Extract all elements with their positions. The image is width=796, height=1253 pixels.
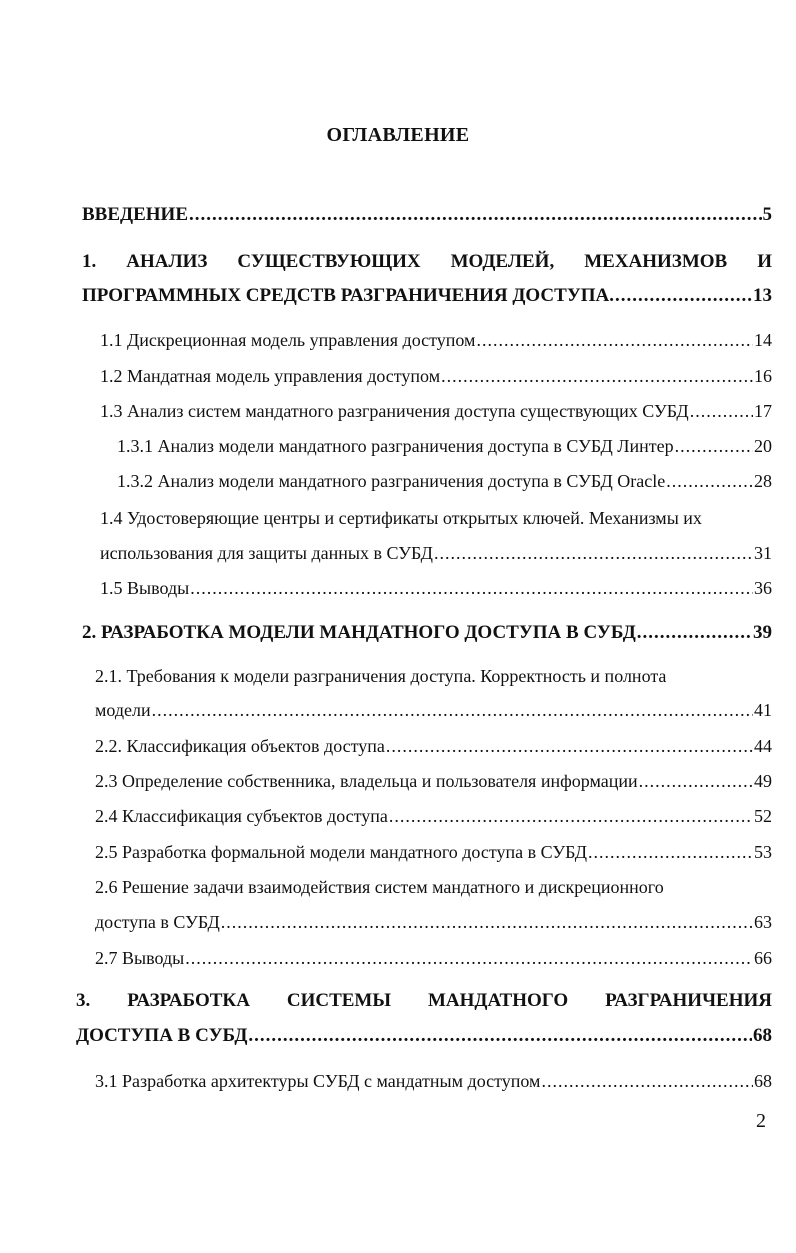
toc-entry-text: доступа в СУБД [95,912,220,932]
toc-page-number: 49 [754,771,772,791]
toc-entry-2-3[interactable] [95,768,772,794]
toc-entry-text: 1.3 Анализ систем мандатного разграничения доступа существующих СУБД [100,401,689,421]
toc-entry-chapter3-line2[interactable] [76,1023,772,1049]
toc-page-number: 53 [754,842,772,862]
toc-page-number: 31 [754,543,772,563]
toc-page-number: 63 [754,912,772,932]
toc-entry-2-6-line2[interactable] [95,909,772,935]
toc-entry-text: 1.3.1 Анализ модели мандатного разграничения доступа в СУБД Линтер [117,436,674,456]
leader-dots [639,768,753,794]
toc-entry-text: ПРОГРАММНЫХ СРЕДСТВ РАЗГРАНИЧЕНИЯ ДОСТУПА. [82,285,615,306]
toc-entry-2-6-line1[interactable] [95,874,772,900]
heading-word: МАНДАТНОГО [427,990,569,1011]
toc-entry-1-2[interactable] [100,363,772,389]
toc-page-number: 39 [753,622,772,643]
toc-entry-chapter1-line2[interactable] [82,283,772,309]
toc-entry-1-3[interactable] [100,398,772,424]
toc-entry-1-4-line2[interactable] [100,540,772,566]
toc-entry-1-5[interactable] [100,575,772,601]
toc-page-number: 20 [754,436,772,456]
toc-entry-text: 2.2. Классификация объектов доступа [95,736,385,756]
heading-word: АНАЛИЗ [126,251,208,272]
leader-dots [476,327,753,353]
toc-page-number: 13 [753,285,772,306]
toc-entry-2-4[interactable] [95,803,772,829]
leader-dots [386,733,753,759]
toc-entry-chapter1-line1[interactable] [82,249,772,275]
leader-dots [152,697,753,723]
heading-word: РАЗГРАНИЧЕНИЯ [605,990,772,1011]
leader-dots [248,1023,752,1049]
toc-entry-text: 1.1 Дискреционная модель управления доступом [100,330,476,350]
toc-entry-text: 2.6 Решение задачи взаимодействия систем мандатного и дискреционного [95,877,664,897]
toc-entry-text: 2.3 Определение собственника, владельца и пользователя информации [95,771,638,791]
toc-entry-text: 1.4 Удостоверяющие центры и сертификаты открытых ключей. Механизмы их [100,508,702,528]
chapter-number: 1. [82,251,97,272]
toc-entry-text: 1.3.2 Анализ модели мандатного разграничения доступа в СУБД Oracle [117,471,666,491]
toc-page-number: 44 [754,736,772,756]
heading-word: РАЗРАБОТКА [127,990,250,1011]
toc-entry-text: 2.7 Выводы [95,948,185,968]
leader-dots [541,1068,753,1094]
heading-word: СУЩЕСТВУЮЩИХ [237,251,421,272]
toc-page-number: 41 [754,700,772,720]
toc-page-number: 66 [754,948,772,968]
toc-entry-text: 1.5 Выводы [100,578,190,598]
toc-page-number: 16 [754,366,772,386]
toc-entry-text: 2.5 Разработка формальной модели мандатного доступа в СУБД [95,842,588,862]
toc-entry-1-3-1[interactable] [117,433,772,459]
toc-page-number: 36 [754,578,772,598]
toc-entry-text: ВВЕДЕНИЕ [82,204,188,225]
toc-page-number: 28 [754,471,772,491]
toc-entry-1-4-line1[interactable] [100,505,772,531]
toc-entry-text: использования для защиты данных в СУБД [100,543,433,563]
toc-entry-1-3-2[interactable] [117,468,772,494]
toc-entry-2-1-line2[interactable] [95,697,772,723]
toc-entry-1-1[interactable] [100,327,772,353]
leader-dots [434,540,753,566]
toc-entry-text: 3.1 Разработка архитектуры СУБД с мандатным доступом [95,1071,541,1091]
heading-word: МОДЕЛЕЙ, [450,251,555,272]
toc-entry-chapter3-line1[interactable] [76,988,772,1014]
toc-entry-intro[interactable] [82,202,772,228]
leader-dots [637,620,752,646]
leader-dots [185,945,753,971]
heading-word: СИСТЕМЫ [286,990,392,1011]
toc-entry-2-2[interactable] [95,733,772,759]
page-title: ОГЛАВЛЕНИЕ [326,124,470,146]
toc-entry-text: ДОСТУПА В СУБД [76,1025,248,1046]
toc-page-number: 17 [754,401,772,421]
toc-entry-2-5[interactable] [95,839,772,865]
toc-entry-2-1-line1[interactable] [95,663,772,689]
leader-dots [615,283,752,309]
toc-entry-text: 1.2 Мандатная модель управления доступом [100,366,441,386]
leader-dots [588,839,753,865]
leader-dots [675,433,753,459]
toc-page-number: 14 [754,330,772,350]
toc-entry-3-1[interactable] [95,1068,772,1094]
toc-page-number: 52 [754,806,772,826]
toc-entry-text: модели [95,700,151,720]
toc-entry-text: 2.4 Классификация субъектов доступа [95,806,388,826]
toc-entry-chapter2[interactable] [82,620,772,646]
leader-dots [441,363,753,389]
toc-entry-2-7[interactable] [95,945,772,971]
toc-entry-text: 2.1. Требования к модели разграничения доступа. Корректность и полнота [95,666,667,686]
heading-word: МЕХАНИЗМОВ [584,251,728,272]
toc-page-number: 5 [762,204,772,225]
toc-page-number: 68 [754,1071,772,1091]
heading-word: И [757,251,772,272]
toc-entry-text: 2. РАЗРАБОТКА МОДЕЛИ МАНДАТНОГО ДОСТУПА В СУБД [82,622,636,643]
toc-page-number: 68 [753,1025,772,1046]
leader-dots [189,202,762,228]
chapter-number: 3. [76,990,91,1011]
leader-dots [666,468,753,494]
leader-dots [690,398,753,424]
leader-dots [389,803,753,829]
page-number: 2 [756,1110,766,1132]
leader-dots [190,575,753,601]
leader-dots [221,909,753,935]
